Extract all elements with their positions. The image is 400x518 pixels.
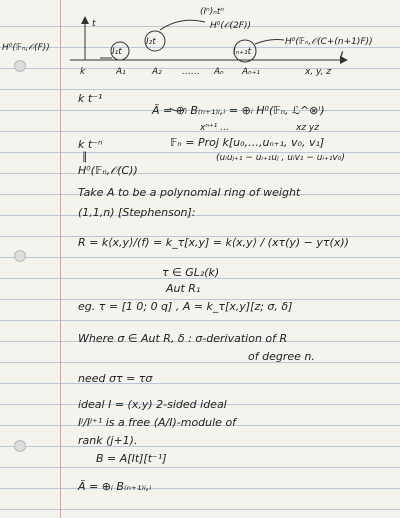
right-label: H⁰(𝔽ₙ,𝒪(C+(n+1)F)) [285,37,373,47]
axis-tick-label: Aₙ [214,67,224,77]
kt-inverse: k t⁻¹ [78,92,103,105]
axis-tick-label: Aₙ₊₁ [242,67,261,77]
kt-equal: ∥ [82,150,88,163]
a-tilde-equation: Ã = ⊕ᵢ B₍ₙ₊₁₎ᵢ,ᵢ = ⊕ᵢ H⁰(𝔽ₙ, ℒ^⊗ⁱ) [152,104,325,117]
axis-right-label: x, y, z [305,67,332,77]
degree-n: of degree n. [248,350,315,363]
b-line: B = A[It][t⁻¹] [96,452,167,465]
rank-line: rank (j+1). [78,434,138,447]
axis-tick-label: A₁ [116,67,126,77]
xz-yz-label: xz yz [296,123,319,133]
node-label: Iₙ₊₁t [233,47,252,57]
a-tilde-line-2: Ã = ⊕ᵢ B₍ₙ₊₁₎ᵢ,ᵢ [78,480,152,493]
stephenson-line: (1,1,n) [Stephenson]: [78,206,196,219]
top-label: H⁰(𝒪(2F)) [210,21,251,31]
axis-tick-label: …… [182,67,200,77]
node-label: I₁t [112,47,122,57]
example-line: eg. τ = [1 0; 0 q] , A = k_τ[x,y][z; σ, δ] [78,300,293,313]
aut-r: Aut R₁ [166,282,201,295]
axis-tick-label: k [80,67,86,77]
where-line: Where σ ∈ Aut R, δ : σ-derivation of R [78,332,288,345]
need-line: need στ = τσ [78,372,153,385]
h0-c: H⁰(𝔽ₙ,𝒪(C)) [78,164,138,177]
xn-subscript: xⁿ⁺¹ … [200,123,230,133]
node-label: I₂t [146,37,156,47]
proj-numerator: 𝔽ₙ = Proj k[u₀,…,uₙ₊₁, v₀, v₁] [170,136,325,149]
kt-minus-n: k t⁻ⁿ [78,138,103,151]
take-a-line: Take A to be a polynomial ring of weight [78,186,301,199]
right-sub-label: ℓ [340,51,344,61]
t-axis-label: t [92,19,96,29]
tau-gl: τ ∈ GL₂(k) [162,266,220,279]
proj-denominator: (uᵢuⱼ₊₁ − uᵢ₊₁uⱼ , uᵢv₁ − uᵢ₊₁v₀) [216,153,345,163]
h0-left-label: H⁰(𝔽ₙ,𝒪(F)) [2,43,50,53]
r-definition: R = k⟨x,y⟩/(f) = k_τ[x,y] = k⟨x,y⟩ / (xτ(y) − yτ(x)) [78,236,349,249]
top-label: (Iⁿ)ₙtⁿ [200,7,224,17]
ij-line: Iʲ/Iʲ⁺¹ is a free (A/I)-module of [78,416,237,429]
ideal-line: ideal I = (x,y) 2-sided ideal [78,398,227,411]
axis-tick-label: A₂ [152,67,162,77]
